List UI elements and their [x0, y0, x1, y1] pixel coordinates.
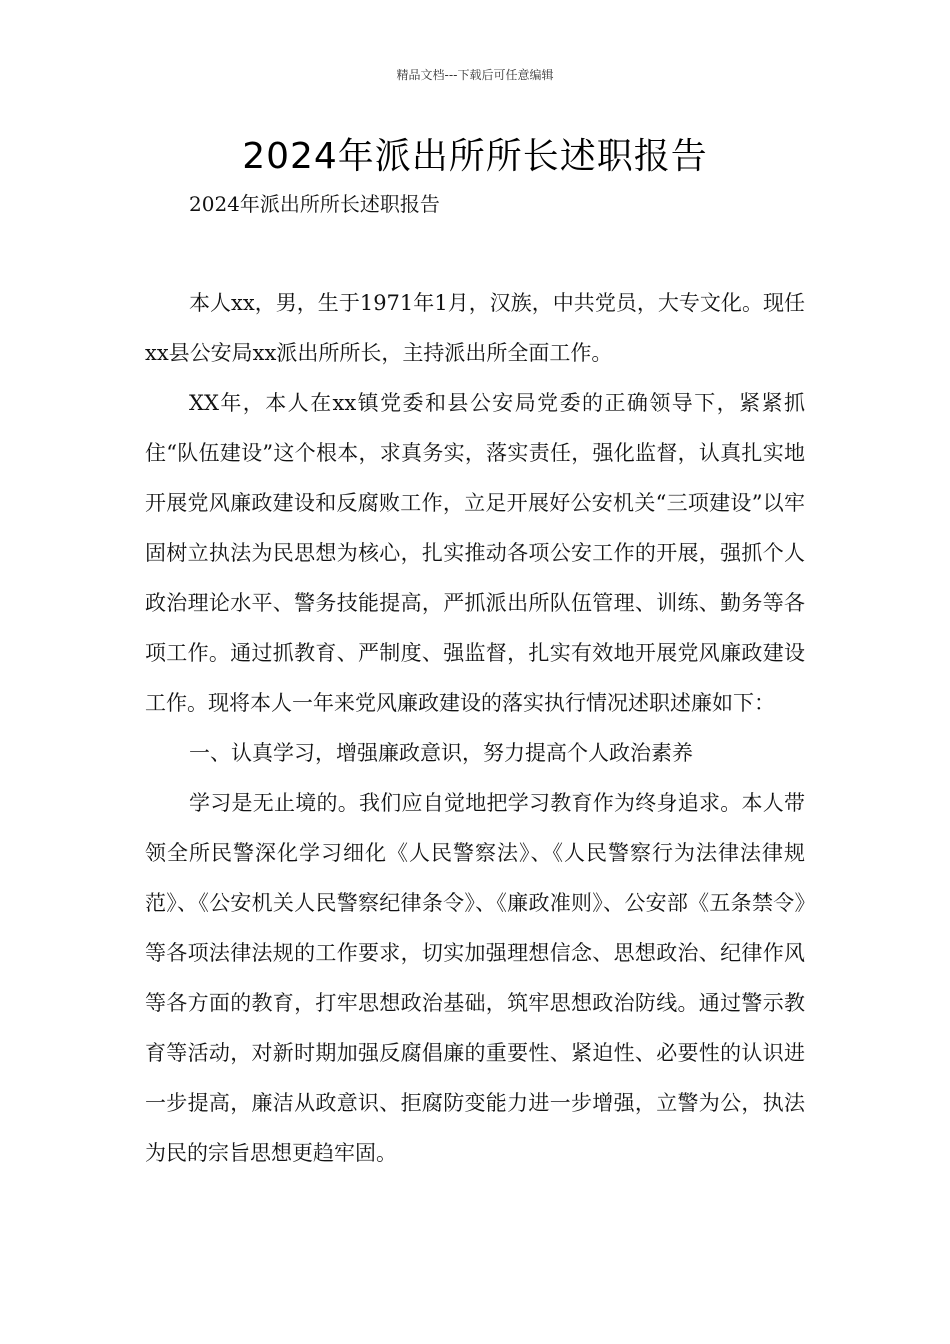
- paragraph-intro: 本人xx，男，生于1971年1月，汉族，中共党员，大专文化。现任xx县公安局xx派出所所长，主持派出所全面工作。: [145, 291, 805, 365]
- document-title: 2024年派出所所长述职报告: [242, 136, 708, 177]
- header-note: 精品文档---下载后可任意编辑: [396, 68, 554, 82]
- document-body: [145, 278, 805, 1178]
- document-subtitle: 2024年派出所所长述职报告: [189, 192, 440, 216]
- paragraph-summary: XX年，本人在xx镇党委和县公安局党委的正确领导下，紧紧抓住“队伍建设”这个根本，求真务实，落实责任，强化监督，认真扎实地开展党风廉政建设和反腐败工作，立足开展好公安机关“三项建设”以牢固树立执法为民思想为核心，扎实推动各项公安工作的开展，强抓个人政治理论水平、警务技能提高，严抓派出所队伍管理、训练、勤务等各项工作。通过抓教育、严制度、强监督，扎实有效地开展党风廉政建设工作。现将本人一年来党风廉政建设的落实执行情况述职述廉如下：: [145, 391, 805, 715]
- paragraph-study: 学习是无止境的。我们应自觉地把学习教育作为终身追求。本人带领全所民警深化学习细化《人民警察法》、《人民警察行为法律法律规范》、《公安机关人民警察纪律条令》、《廉政准则》、公安部《五条禁令》等各项法律法规的工作要求，切实加强理想信念、思想政治、纪律作风等各方面的教育，打牢思想政治基础，筑牢思想政治防线。通过警示教育等活动，对新时期加强反腐倡廉的重要性、紧迫性、必要性的认识进一步提高，廉洁从政意识、拒腐防变能力进一步增强，立警为公，执法为民的宗旨思想更趋牢固。: [145, 791, 805, 1165]
- section-heading-1: 一、认真学习，增强廉政意识，努力提高个人政治素养: [189, 741, 693, 765]
